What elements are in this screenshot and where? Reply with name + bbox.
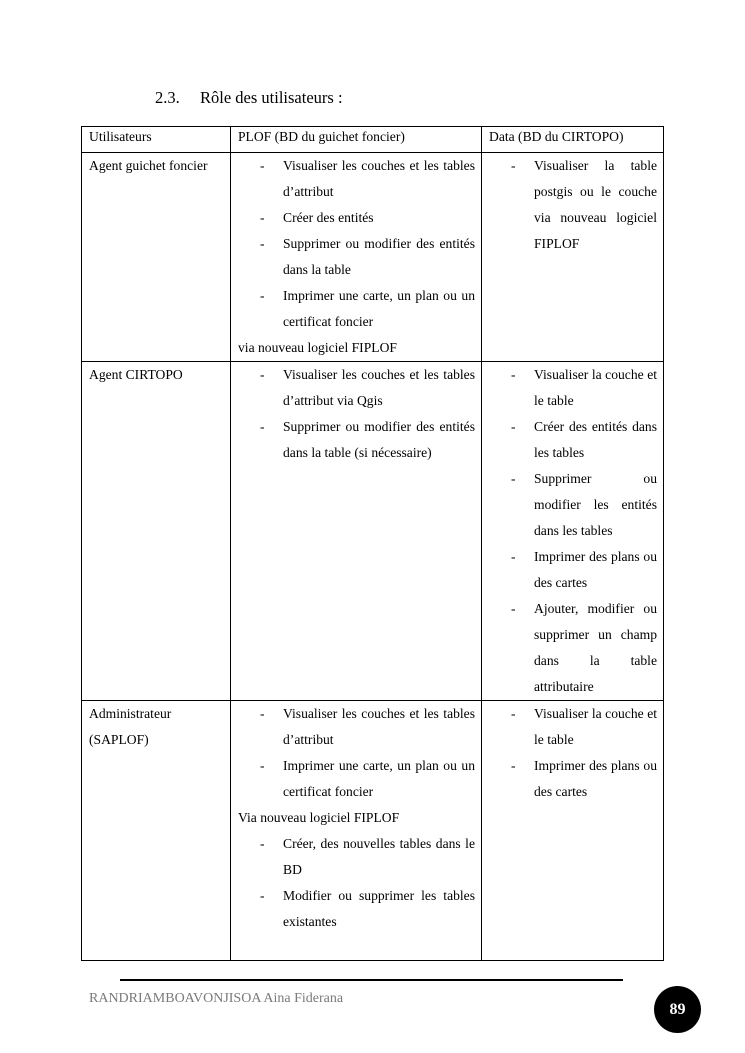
data-cell (482, 153, 664, 362)
user-cell: Agent CIRTOPO (82, 362, 231, 701)
list-item: - Ajouter, modifier ou supprimer un champ dans la table attributaire (489, 596, 657, 700)
data-cell (482, 362, 664, 701)
footer-author: RANDRIAMBOAVONJISOA Aina Fiderana (89, 991, 344, 1006)
plof-note: Via nouveau logiciel FIPLOF (238, 810, 400, 825)
list-item: - Créer, des nouvelles tables dans le BD (238, 831, 475, 883)
user-line: Administrateur (89, 706, 172, 721)
plof-list (238, 153, 475, 335)
header-users: Utilisateurs (82, 127, 231, 153)
plof-cell (231, 362, 482, 701)
list-item: - Visualiser la couche et le table (489, 362, 657, 414)
list-item: - Visualiser les couches et les tables d’attribut via Qgis (238, 362, 475, 414)
data-list (489, 153, 657, 257)
plof-cell (231, 153, 482, 362)
list-item: - Visualiser la couche et le table (489, 701, 657, 753)
list-item: - Imprimer une carte, un plan ou un certificat foncier (238, 753, 475, 805)
list-item: - Imprimer une carte, un plan ou un certificat foncier (238, 283, 475, 335)
user-cell: Agent guichet foncier (82, 153, 231, 362)
list-item: - Créer des entités (238, 205, 475, 231)
table-row (82, 153, 664, 362)
page-number-badge: 89 (654, 986, 701, 1033)
table-row (82, 362, 664, 701)
list-item: - Créer des entités dans les tables (489, 414, 657, 466)
list-item: - Visualiser les couches et les tables d’attribut (238, 153, 475, 205)
list-item: - Imprimer des plans ou des cartes (489, 753, 657, 805)
section-title: Rôle des utilisateurs : (200, 88, 343, 107)
roles-table (81, 126, 664, 961)
plof-cell (231, 701, 482, 961)
user-cell (82, 701, 231, 961)
list-item: - Supprimer ou modifier les entités dans les tables (489, 466, 657, 544)
data-cell (482, 701, 664, 961)
section-number: 2.3. (155, 88, 180, 107)
user-line: (SAPLOF) (89, 732, 149, 747)
list-item: - Visualiser les couches et les tables d’attribut (238, 701, 475, 753)
list-item: - Modifier ou supprimer les tables existantes (238, 883, 475, 935)
table-header-row (82, 127, 664, 153)
list-item: - Visualiser la table postgis ou le couche via nouveau logiciel FIPLOF (489, 153, 657, 257)
plof-list (238, 701, 475, 805)
data-list (489, 362, 657, 700)
list-item: - Imprimer des plans ou des cartes (489, 544, 657, 596)
header-data: Data (BD du CIRTOPO) (482, 127, 664, 153)
plof-list (238, 831, 475, 935)
footer-divider (120, 979, 623, 981)
plof-list (238, 362, 475, 466)
list-item: - Supprimer ou modifier des entités dans la table (si nécessaire) (238, 414, 475, 466)
table-row (82, 701, 664, 961)
section-heading (155, 88, 343, 108)
list-item: - Supprimer ou modifier des entités dans la table (238, 231, 475, 283)
plof-note: via nouveau logiciel FIPLOF (238, 340, 397, 355)
header-plof: PLOF (BD du guichet foncier) (231, 127, 482, 153)
data-list (489, 701, 657, 805)
